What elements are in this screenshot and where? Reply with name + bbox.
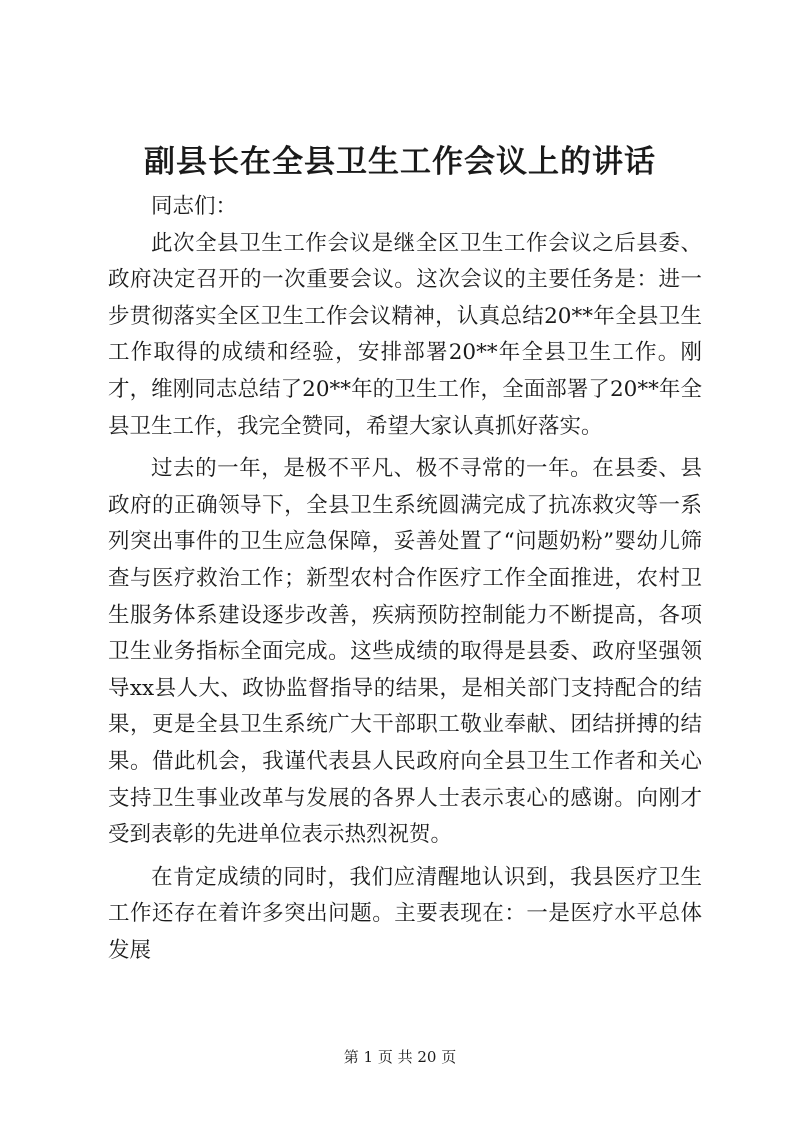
page-number-footer: 第 1 页 共 20 页 <box>343 1048 457 1066</box>
document-title: 副县长在全县卫生工作会议上的讲话 <box>144 144 656 180</box>
paragraph-2: 过去的一年，是极不平凡、极不寻常的一年。在县委、县政府的正确领导下，全县卫生系统圆满完成了抗冻救灾等一系列突出事件的卫生应急保障，妥善处置了“问题奶粉”婴幼儿筛查与医疗救治工作；新型农村合作医疗工作全面推进，农村卫生服务体系建设逐步改善，疾病预防控制能力不断提高，各项卫生业务指标全面完成。这些成绩的取得是县委、政府坚强领导xx县人大、政协监督指导的结果，是相关部门支持配合的结果，更是全县卫生系统广大干部职工敬业奉献、团结拼搏的结果。借此机会，我谨代表县人民政府向全县卫生工作者和关心支持卫生事业改革与发展的各界人士表示衷心的感谢。向刚才受到表彰的先进单位表示热烈祝贺。 <box>108 456 702 848</box>
document-body <box>108 189 702 969</box>
paragraph-3: 在肯定成绩的同时，我们应清醒地认识到，我县医疗卫生工作还存在着许多突出问题。主要表现在：一是医疗水平总体发展 <box>108 864 702 963</box>
salutation: 同志们： <box>151 194 238 219</box>
paragraph-1: 此次全县卫生工作会议是继全区卫生工作会议之后县委、政府决定召开的一次重要会议。这次会议的主要任务是：进一步贯彻落实全区卫生工作会议精神，认真总结20**年全县卫生工作取得的成绩和经验，安排部署20**年全县卫生工作。刚才，维刚同志总结了20**年的卫生工作，全面部署了20**年全县卫生工作，我完全赞同，希望大家认真抓好落实。 <box>108 230 702 439</box>
